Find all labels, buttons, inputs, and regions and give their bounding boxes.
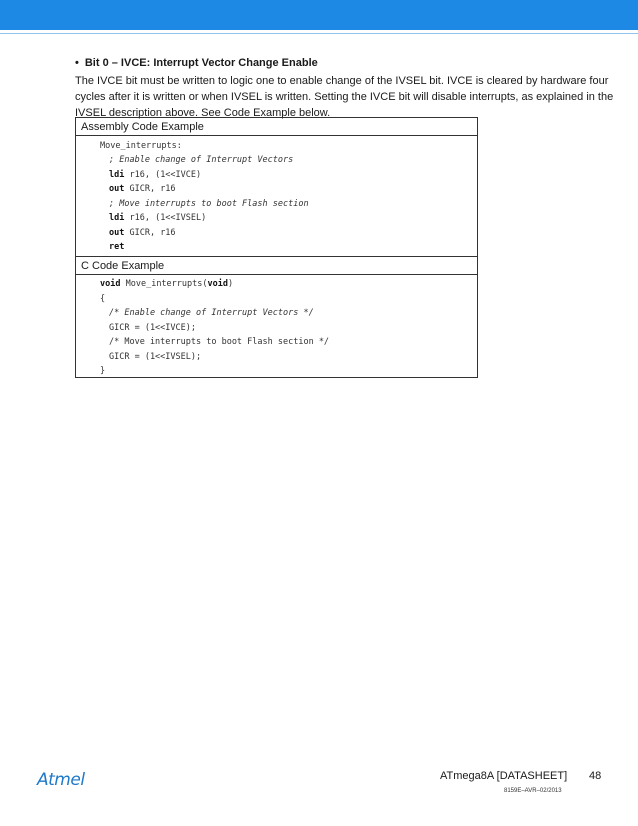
c-function-name: Move_interrupts( <box>125 279 208 289</box>
asm-instruction <box>109 183 176 195</box>
c-header: C Code Example <box>76 256 477 275</box>
c-comment: /* Enable change of Interrupt Vectors */ <box>109 308 314 318</box>
atmel-logo <box>37 770 85 790</box>
asm-comment: ; Move interrupts to boot Flash section <box>109 199 309 209</box>
c-keyword: void <box>100 279 121 289</box>
bit-heading <box>75 57 318 69</box>
c-statement: GICR = (1<<IVCE); <box>109 323 196 333</box>
c-signature <box>100 278 233 290</box>
header-rule <box>0 33 638 34</box>
assembly-header: Assembly Code Example <box>76 118 477 136</box>
paragraph-line: cycles after it is written or when IVSEL is written. Setting the IVCE bit will disable interrupts, as explained in the <box>75 91 614 103</box>
code-example-table <box>75 117 478 378</box>
asm-label: Move_interrupts: <box>100 141 182 151</box>
asm-comment: ; Enable change of Interrupt Vectors <box>109 155 294 165</box>
bit-heading-text: Bit 0 – IVCE: Interrupt Vector Change Enable <box>84 57 318 69</box>
asm-operands: r16, (1<<IVSEL) <box>129 213 207 223</box>
footer-title: ATmega8A [DATASHEET] <box>440 770 568 782</box>
asm-keyword: ret <box>109 242 125 252</box>
asm-instruction <box>109 241 124 253</box>
c-brace: { <box>100 294 106 304</box>
asm-instruction <box>109 212 206 224</box>
paragraph-line: IVSEL description above. See Code Example below. <box>75 107 331 119</box>
c-brace: } <box>100 366 106 376</box>
paragraph-line: The IVCE bit must be written to logic one to enable change of the IVSEL bit. IVCE is cleared by hardware four <box>75 75 609 87</box>
c-keyword: void <box>207 279 228 289</box>
c-paren: ) <box>227 279 234 289</box>
c-statement: GICR = (1<<IVSEL); <box>109 352 202 362</box>
asm-keyword: ldi <box>109 170 125 180</box>
asm-operands: GICR, r16 <box>129 184 176 194</box>
bullet-icon: • <box>75 57 79 69</box>
page-number: 48 <box>589 770 602 782</box>
asm-keyword: out <box>109 184 125 194</box>
asm-operands: r16, (1<<IVCE) <box>129 170 202 180</box>
logo-text: Atmel <box>37 770 85 790</box>
asm-instruction <box>109 169 201 181</box>
description-paragraph <box>75 73 614 121</box>
document-code: 8159E–AVR–02/2013 <box>504 788 562 794</box>
c-comment: /* Move interrupts to boot Flash section */ <box>109 337 330 347</box>
asm-instruction <box>109 227 176 239</box>
asm-keyword: out <box>109 228 125 238</box>
asm-operands: GICR, r16 <box>129 228 176 238</box>
asm-keyword: ldi <box>109 213 125 223</box>
header-band <box>0 0 638 30</box>
